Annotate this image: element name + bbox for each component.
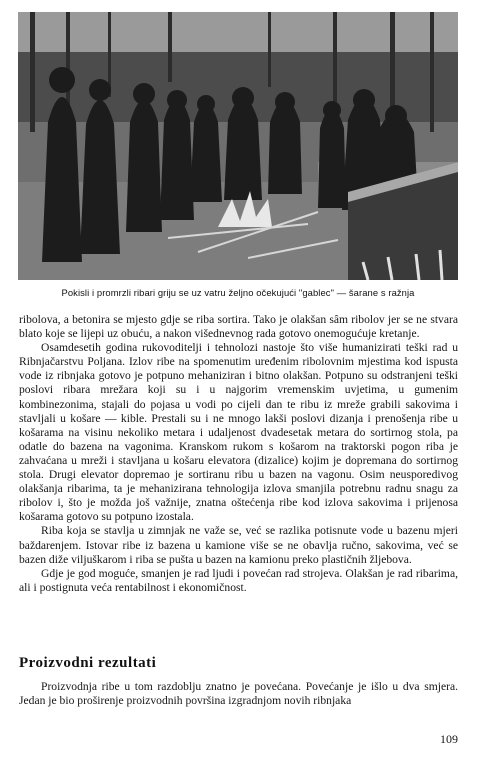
paragraph: Osamdesetih godina rukovoditelji i tehnolozi nastoje što više humanizirati teški rad u Ribnjačarstvu Poljana. Izlov ribe na spomenutim uređenim ribolovnim mjestima kod ispusta vode iz ribnjaka gotovo je potpuno mehaniziran i bitno olakšan. Potpuno su odstranjeni teški poslovi ribara mrežara koji su i u najgorim vremenskim uvjetima, u gumenim kombinezonima, stajali do pojasa u vodi po cijeli dan te ribu iz mreže grabili sakovima i stavljali u košare — kible. Prestali su i ne mnogo lakši poslovi dizanja i prenošenja ribe u košarama na visinu nekoliko metara i udaljenost dvadesetak metara do sortirnog stola, pa odatle do bazena na vagonima. Kranskom rukom s košarom na traktorski pogon riba je zahvaćana u mreži i stavljana u košaru elevatora (dizalice) kojim je dopremana do sortirnog stola. Drugi elevator dopremao je sortiranu ribu u bazen na vagonu. Osim neusporedivog olakšanja ribarima, ta je mehanizirana tehnologija izlova smanjila potrebnu radnu snagu za ribolov i, što je možda još važnije, znatna oštećenja ribe kod izlova sakovima i prijenosa košarama gotovo su potpuno izostala. [19,341,458,524]
section-heading: Proizvodni rezultati [19,655,157,671]
paragraph: Proizvodnja ribe u tom razdoblju znatno je povećana. Povećanje je išlo u dva smjera. Jedan je bio proširenje proizvodnih površina izgradnjom novih ribnjaka [19,680,458,708]
photo-fishermen-by-fire [18,12,458,280]
page-number: 109 [440,732,458,746]
photo-image [18,12,458,280]
paragraph: ribolova, a betonira se mjesto gdje se riba sortira. Tako je olakšan sâm ribolov jer se ne stvara blato koje se lijepi uz obuću, a nakon višednevnog rada gotovo onemogućuje kretanje. [19,313,458,341]
body-text [19,313,458,595]
paragraph: Riba koja se stavlja u zimnjak ne važe se, već se razlika potisnute vode u bazenu mjeri baždarenjem. Istovar ribe iz bazena u kamione više se ne obavlja ručno, sakovima, već se bazen diže viljuškarom i riba se pušta u bazen na kamionu preko plastičnih žljebova. [19,524,458,566]
paragraph: Gdje je god moguće, smanjen je rad ljudi i povećan rad strojeva. Olakšan je rad ribarima, ali i postignuta veća rentabilnost i ekonomičnost. [19,566,458,594]
photo-caption: Pokisli i promrzli ribari griju se uz vatru željno očekujući "gablec" — šarane s ražnja [61,287,415,298]
section-body [19,680,458,708]
